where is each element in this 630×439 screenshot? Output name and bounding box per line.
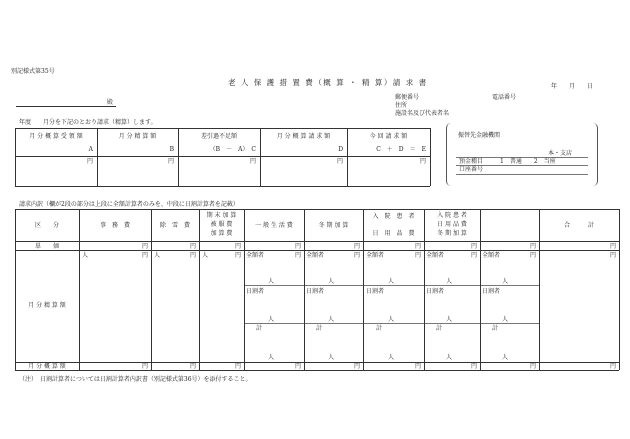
col-nenmatsu-1: 期 末 加 算 <box>206 212 237 219</box>
code-a: A <box>88 146 93 153</box>
touki-zengaku-yen: 円 <box>353 252 360 259</box>
address-label: 住所 <box>395 102 408 109</box>
ippan-zengaku: 全額者 <box>246 252 265 259</box>
touki-zengaku: 全額者 <box>306 252 325 259</box>
nyuin1-hiwari-nin: 人 <box>388 316 395 323</box>
tanka-yen-nenmatsu: 円 <box>234 243 241 250</box>
ippan-zengaku-nin: 人 <box>268 278 275 285</box>
facility-representative-label: 施設名及び代表者名 <box>395 110 450 117</box>
detail-note: 請求内訳（欄が2段の部分は上段に全額計算者のみを、中段に日割計算者を記載） <box>19 201 239 208</box>
extra-hiwari-nin: 人 <box>502 316 509 323</box>
yen-c: 円 <box>249 158 256 165</box>
extra-zengaku-yen: 円 <box>529 252 536 259</box>
extra-kei-nin: 人 <box>502 354 509 361</box>
nyuin1-hiwari: 日割者 <box>366 288 385 295</box>
ippan-kei: 計 <box>256 325 263 332</box>
col-touki: 冬 期 加 算 <box>318 222 349 229</box>
col-nyuin2-c: 冬 期 加 算 <box>437 230 467 237</box>
nyuin2-zengaku: 全額者 <box>426 252 445 259</box>
extra-hiwari: 日割者 <box>482 288 501 295</box>
nyuin2-kei-nin: 人 <box>446 354 453 361</box>
col-nyuin1-a: 入 院 患 者 <box>372 213 415 220</box>
row-gokei-label: 月 分 精 算 額 <box>28 302 66 309</box>
nyuin2-kei: 計 <box>436 325 443 332</box>
nin-jimu: 人 <box>82 252 89 259</box>
branch-label: 本・支店 <box>548 150 573 157</box>
bottom-yen-nyuin2: 円 <box>470 363 477 370</box>
nyuin2-zengaku-nin: 人 <box>446 278 453 285</box>
nyuin1-zengaku-yen: 円 <box>414 252 421 259</box>
addressee-suffix: 殿 <box>107 99 114 106</box>
extra-zengaku-nin: 人 <box>502 278 509 285</box>
touki-kei-nin: 人 <box>328 354 335 361</box>
form-number: 別記様式第35号 <box>11 68 55 75</box>
phone-number-label: 電話番号 <box>492 94 517 101</box>
col-nenmatsu-2: 被 服 費 <box>210 221 233 228</box>
col-goukei: 合 計 <box>563 222 594 229</box>
document-title: 老 人 保 護 措 置 費（概 算 ・ 精 算）請 求 書 <box>228 78 428 87</box>
bottom-yen-jokin: 円 <box>189 363 196 370</box>
extra-zengaku: 全額者 <box>482 252 501 259</box>
yen-b: 円 <box>167 158 174 165</box>
bottom-yen-goukei: 円 <box>609 363 616 370</box>
header-difference: 差引過不足額 <box>200 133 237 140</box>
nyuin1-zengaku-nin: 人 <box>388 278 395 285</box>
header-estimated-request: 月 分 概 算 請 求 額 <box>276 133 331 140</box>
request-statement: 年度 月分を下記のとおり請求（精算）します。 <box>19 119 157 126</box>
account-number-label: 口座番号 <box>459 166 484 173</box>
footnote: （注） 日割計算者については日割計算者内訳書（別記様式第36号）を添付すること。 <box>19 376 252 383</box>
tanka-yen-nyuin2: 円 <box>470 243 477 250</box>
col-nenmatsu-3: 加 算 費 <box>210 230 233 237</box>
yen-nenmatsu: 円 <box>234 252 241 259</box>
nyuin1-kei: 計 <box>376 325 383 332</box>
touki-kei: 計 <box>316 325 323 332</box>
yen-jokin: 円 <box>189 252 196 259</box>
header-estimated-received: 月 分 概 算 受 領 額 <box>29 133 83 140</box>
bottom-yen-jimu: 円 <box>141 363 148 370</box>
postal-code-label: 郵便番号 <box>395 94 420 101</box>
bank-label: 振替先金融機関 <box>458 132 501 139</box>
code-e: C ＋ D ＝ E <box>376 146 426 153</box>
header-current-request: 今 回 請 求 額 <box>369 133 408 140</box>
ippan-hiwari: 日割者 <box>246 288 265 295</box>
tanka-yen-ippan: 円 <box>294 243 301 250</box>
header-settled-amount: 月 分 精 算 額 <box>118 133 157 140</box>
tanka-yen-nyuin1: 円 <box>414 243 421 250</box>
col-kubun: 区 分 <box>34 222 59 229</box>
nyuin1-kei-nin: 人 <box>388 354 395 361</box>
nyuin2-hiwari: 日割者 <box>426 288 445 295</box>
ippan-kei-nin: 人 <box>268 354 275 361</box>
bottom-yen-nenmatsu: 円 <box>234 363 241 370</box>
nin-jokin: 人 <box>154 252 161 259</box>
code-d: D <box>338 146 343 153</box>
goukei-yen: 円 <box>609 252 616 259</box>
bottom-yen-nyuin1: 円 <box>414 363 421 370</box>
code-b: B <box>169 146 174 153</box>
yen-e: 円 <box>419 158 426 165</box>
col-jimu: 事 務 費 <box>99 222 130 229</box>
nyuin1-zengaku: 全額者 <box>366 252 385 259</box>
nyuin2-hiwari-nin: 人 <box>446 316 453 323</box>
bottom-yen-touki: 円 <box>353 363 360 370</box>
col-jokin: 除 雪 費 <box>159 222 190 229</box>
nin-nenmatsu: 人 <box>202 252 209 259</box>
ippan-zengaku-yen: 円 <box>294 252 301 259</box>
col-nyuin1-b: 日 用 品 費 <box>372 230 415 237</box>
deposit-type-label: 預金種目 <box>459 158 484 165</box>
yen-d: 円 <box>336 158 343 165</box>
bottom-yen-ippan: 円 <box>294 363 301 370</box>
addressee-line <box>16 106 116 107</box>
col-nyuin2-b: 日 用 品 費 <box>437 221 467 228</box>
touki-hiwari: 日割者 <box>306 288 325 295</box>
col-nyuin2-a: 入 院 患 者 <box>437 212 467 219</box>
tanka-yen-extra: 円 <box>529 243 536 250</box>
extra-kei: 計 <box>492 325 499 332</box>
ippan-hiwari-nin: 人 <box>268 316 275 323</box>
yen-jimu: 円 <box>141 252 148 259</box>
bottom-yen-extra: 円 <box>529 363 536 370</box>
tanka-yen-goukei: 円 <box>609 243 616 250</box>
date-field: 年 月 日 <box>551 83 594 90</box>
col-ippan: 一 般 生 活 費 <box>255 222 293 229</box>
row-tanka-label: 単 価 <box>34 243 59 250</box>
yen-a: 円 <box>86 158 93 165</box>
tanka-yen-jokin: 円 <box>189 243 196 250</box>
row-bottom-label: 月 分 概 算 額 <box>28 363 66 370</box>
tanka-yen-jimu: 円 <box>141 243 148 250</box>
touki-zengaku-nin: 人 <box>328 278 335 285</box>
touki-hiwari-nin: 人 <box>328 316 335 323</box>
deposit-type-options: 1 普通 2 当座 <box>500 158 556 165</box>
code-c: （B － A） C <box>209 146 256 153</box>
tanka-yen-touki: 円 <box>353 243 360 250</box>
nyuin2-zengaku-yen: 円 <box>470 252 477 259</box>
